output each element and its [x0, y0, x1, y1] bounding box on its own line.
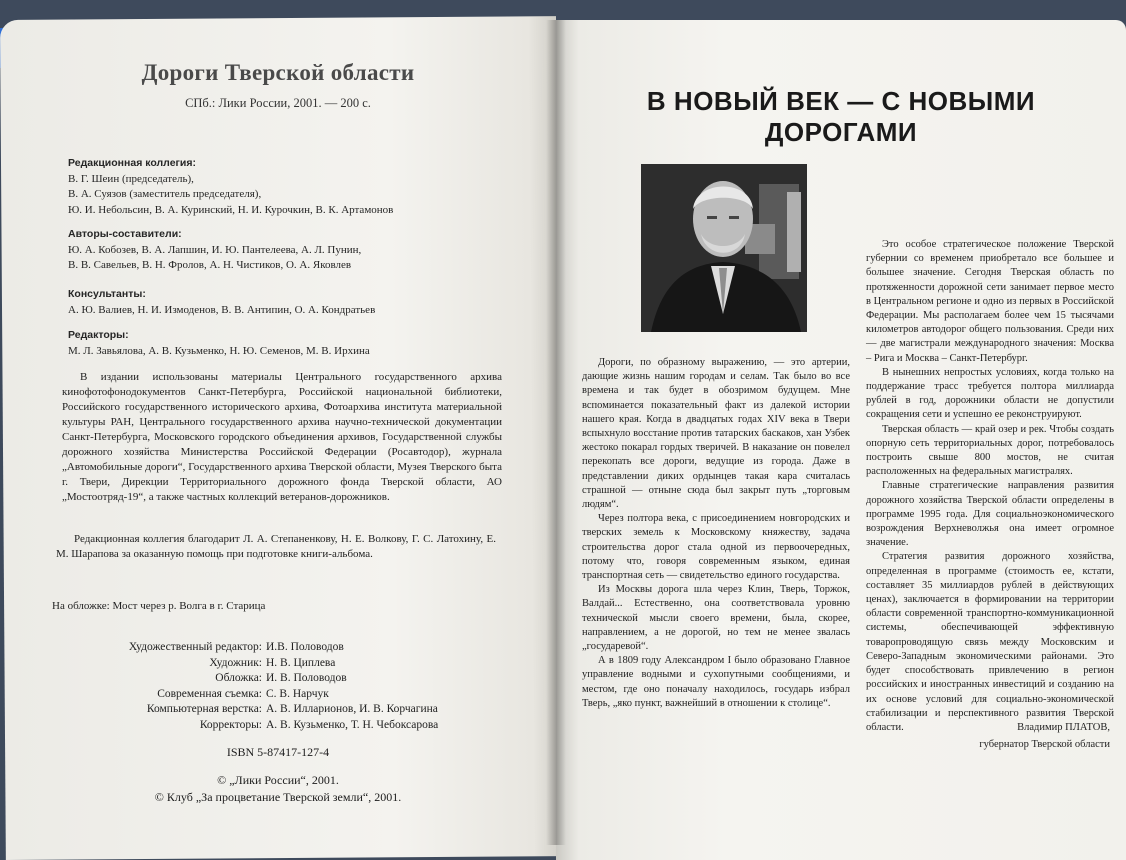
article-paragraph: Стратегия развития дорожного хозяйства, определенная в программе (стоимость ее, кстати, составляет 35 миллиардов рублей в действующих ценах), заключается в формировании на территории области современной транспортно-коммуникационной системы, обеспечивающей эффективную товаропроводящую связь между Московским и Северо-Западным экономическими районами. Это будет способствовать привлечению в регион российских и иностранных инвестиций и созданию на их основе условий для социально-экономической стабилизации и перспективного развития Тверской области. — [866, 551, 1114, 733]
article-paragraph: Тверская область — край озер и рек. Чтобы создать опорную сеть территориальных дорог, потребовалось построить свыше 800 мостов, не считая расположенных на федеральных магистралях. — [866, 423, 1114, 478]
editorial-line: В. А. Суязов (заместитель председателя), — [68, 188, 262, 200]
editorial-board-heading: Редакционная коллегия: — [68, 157, 196, 169]
copyright-line: © „Лики России“, 2001. — [217, 773, 339, 787]
consultants-block — [68, 287, 518, 318]
article-paragraph: Через полтора века, с присоединением новгородских и тверских земель к Московскому княжеству, задача строительства дорог стала одной из первоочередных, потому что, говоря современным языком, единая транспортная сеть — свидетельство единого государства. — [582, 513, 850, 582]
authors-heading: Авторы-составители: — [68, 228, 182, 240]
editors-block — [68, 328, 518, 359]
consultants-line: А. Ю. Валиев, Н. И. Измоденов, В. В. Антипин, О. А. Кондратьев — [68, 303, 376, 316]
authors-block — [68, 227, 518, 274]
article-column-2 — [866, 238, 1114, 735]
article-paragraph: Из Москвы дорога шла через Клин, Тверь, Торжок, Валдай... Естественно, она соответствовала уровню технической мысли своего времени, была, скорее, направлением, а не дорогой, но тем не менее звалась „государевой“. — [582, 584, 850, 653]
credit-row: Художественный редактор: И.В. Половодов — [128, 641, 344, 653]
signature-name: Владимир ПЛАТОВ, — [1017, 722, 1110, 733]
portrait-photo — [641, 164, 807, 332]
article-paragraph: Дороги, по образному выражению, — это артерии, дающие жизнь нашим городам и селам. Так было во все времена и так будет в обозримом будущем. Мне вспоминается показательный факт из далекой истории нашего края. Когда в двадцатых годах XIV века в Твери вспыхнуло восстание против татарских баскаков, хан Узбек жестоко покарал гордых тверичей. В наказание он повелел перекопать все дороги, ведущие из города. Даже в представлении диких ордынцев такая кара считалась страшной — отныне сюда был закрыт путь „торговым людям“. — [582, 357, 850, 511]
book-title: Дороги Тверской области — [141, 60, 415, 85]
article-paragraph: А в 1809 году Александром I было образовано Главное управление водными и сухопутными сообщениями, и местом, где оно поначалу находилось, государь избрал Тверь, „яко пункт, важнейший в отношении к столице“. — [582, 655, 850, 709]
copyright-line: © Клуб „За процветание Тверской земли“, 2001. — [154, 790, 402, 804]
isbn: ISBN 5-87417-127-4 — [226, 745, 330, 759]
book-imprint: СПб.: Лики России, 2001. — 200 с. — [185, 96, 371, 110]
article-paragraph: Главные стратегические направления развития дорожного хозяйства Тверской области определены в программе 1995 года. Для социальноэкономического возрождения Верхневолжья она имеет огромное значение. — [866, 480, 1114, 549]
editors-line: М. Л. Завьялова, А. В. Кузьменко, Н. Ю. Семенов, М. В. Ирхина — [68, 344, 370, 357]
article-paragraph: В нынешних непростых условиях, когда только на поддержание трасс требуется полтора миллиарда рублей в год, дорожники области не допустили сокращения сети и успешно ее реконструируют. — [866, 366, 1114, 421]
credit-row: Художник: Н. В. Циплева — [209, 656, 336, 669]
credits-list — [62, 640, 492, 733]
article-title: В НОВЫЙ ВЕК — С НОВЫМИ ДОРОГАМИ — [646, 86, 1036, 147]
editorial-board — [68, 156, 518, 218]
editorial-line: В. Г. Шеин (председатель), — [68, 172, 194, 185]
signature-role: губернатор Тверской области — [979, 739, 1110, 750]
signature-block — [979, 722, 1110, 750]
authors-line: Ю. А. Кобозев, В. А. Лапшин, И. Ю. Пантелеева, А. Л. Пунин, — [68, 243, 362, 256]
sources-paragraph: В издании использованы материалы Центрального государственного архива кинофотофонодокументов Санкт-Петербурга, Российской национальной библиотеки, Российского государственного исторического архива, Фотоархива института материальной культуры РАН, Центрального государственного архива научно-технической документации Санкт-Петербурга, Московского городского объединения архивов, Государственной службы дорожного хозяйства Министерства Российской Федерации (Росавтодор), журнала „Автомобильные дороги“, Государственного архива Тверской области, Музея Тверского быта г. Твери, Дирекции Территориального дорожного фонда Тверской области, АО „Мостоотряд-19“, а также частных коллекций ветеранов-дорожников. — [62, 371, 502, 503]
authors-line: В. В. Савельев, В. Н. Фролов, А. Н. Чистиков, О. А. Яковлев — [68, 259, 352, 271]
cover-note: На обложке: Мост через р. Волга в г. Старица — [52, 600, 266, 612]
editorial-line: Ю. И. Небольсин, В. А. Куринский, Н. И. Курочкин, В. К. Артамонов — [68, 203, 394, 216]
copyright — [0, 772, 556, 806]
credit-row: Обложка: И. В. Половодов — [215, 672, 347, 684]
article-column-1 — [582, 356, 850, 711]
credit-row: Современная съемка: С. В. Нарчук — [157, 687, 329, 700]
editors-heading: Редакторы: — [68, 329, 129, 341]
article-paragraph: Это особое стратегическое положение Тверской губернии со временем приобретало все большее и большее значение. Сегодня Тверская область по протяженности дорожной сети занимает первое место в Центральном регионе и одно из первых в Российской Федерации. Мы располагаем более чем 15 тысячами километров автодорог общего пользования. Среди них — две магистрали международного значения: Москва – Рига и Москва – Санкт-Петербург. — [866, 239, 1114, 364]
portrait-image — [641, 164, 807, 332]
consultants-heading: Консультанты: — [68, 288, 146, 300]
credit-row: Корректоры: А. В. Кузьменко, Т. Н. Чебоксарова — [199, 718, 439, 731]
credit-row: Компьютерная верстка: А. В. Илларионов, И. В. Корчагина — [146, 703, 438, 715]
thanks-paragraph: Редакционная коллегия благодарит Л. А. Степаненкову, Н. Е. Волкову, Г. С. Латохину, Е. М. Шарапова за оказанную помощь при подготовке книги-альбома. — [56, 533, 496, 560]
